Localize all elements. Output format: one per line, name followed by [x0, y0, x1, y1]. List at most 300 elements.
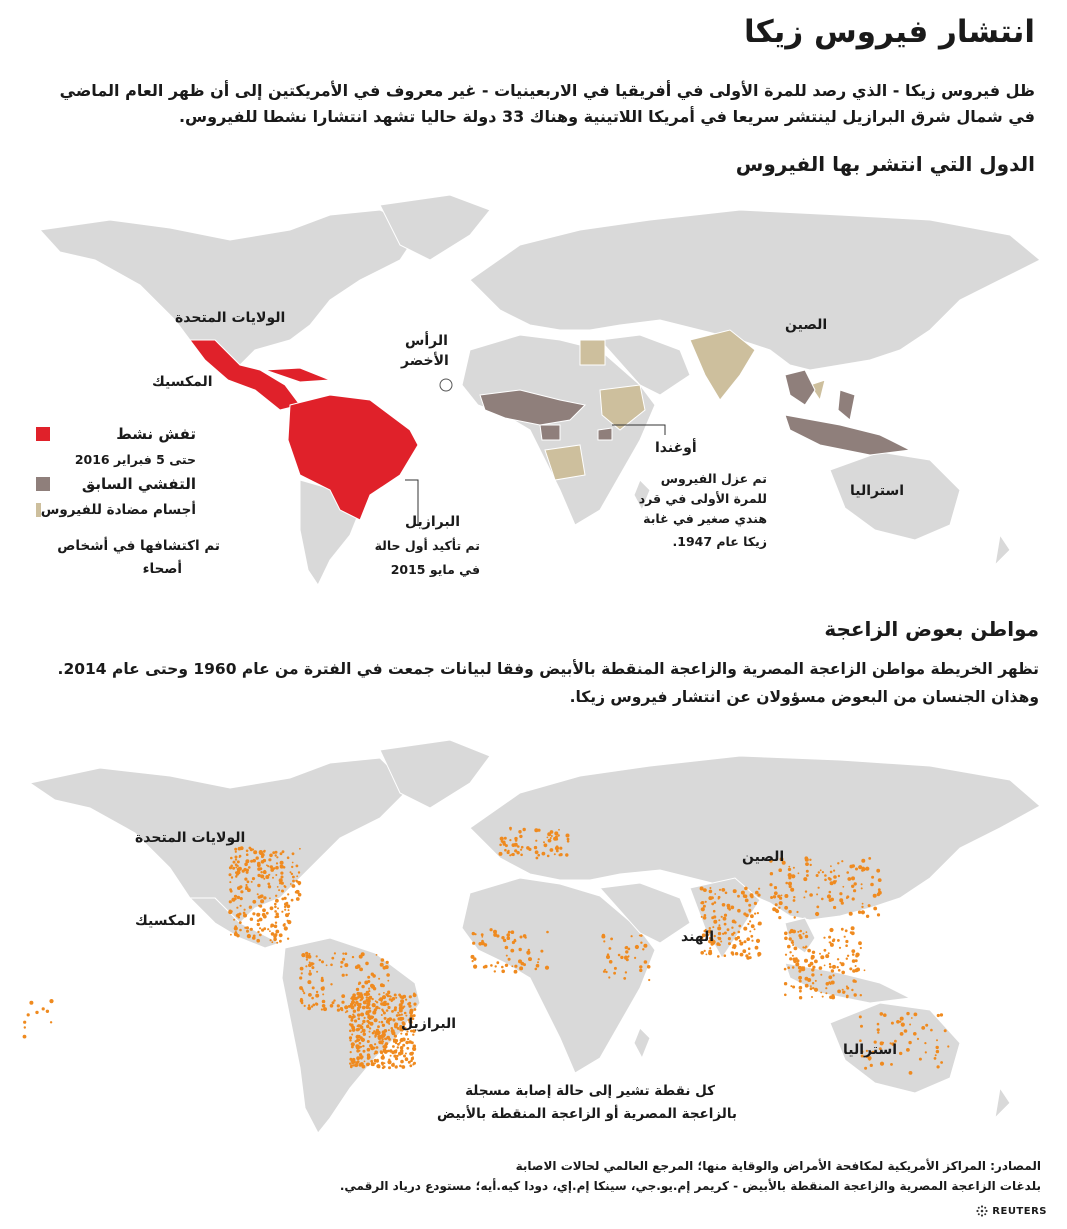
- habitat-dot: [830, 871, 833, 874]
- habitat-dot: [921, 1026, 925, 1030]
- habitat-dot: [371, 1062, 375, 1066]
- habitat-dot: [709, 890, 713, 894]
- habitat-dot: [239, 855, 242, 858]
- habitat-dot: [925, 1024, 928, 1027]
- habitat-dot: [234, 898, 236, 900]
- habitat-dot: [809, 859, 811, 861]
- habitat-dot: [373, 1047, 376, 1050]
- egypt-antibodies: [580, 340, 605, 365]
- habitat-dot: [547, 837, 549, 839]
- habitat-dot: [281, 898, 284, 901]
- habitat-dot: [326, 964, 328, 966]
- habitat-dot: [268, 885, 271, 888]
- habitat-dot: [775, 909, 779, 913]
- habitat-dot: [356, 964, 360, 968]
- habitat-dot: [720, 941, 722, 943]
- habitat-dot: [852, 969, 856, 973]
- habitat-dot: [841, 928, 844, 931]
- habitat-dot: [504, 849, 507, 852]
- habitat-dot: [258, 896, 261, 899]
- habitat-dot: [288, 909, 290, 911]
- habitat-dot: [627, 948, 630, 951]
- habitat-dot: [947, 1045, 949, 1047]
- habitat-dot: [940, 1061, 943, 1064]
- habitat-dot: [750, 914, 754, 918]
- habitat-dot: [712, 926, 714, 928]
- habitat-dot: [496, 934, 499, 937]
- habitat-dot: [260, 899, 264, 903]
- habitat-dot: [344, 1005, 348, 1009]
- habitat-dot: [828, 936, 831, 939]
- habitat-dot: [472, 942, 475, 945]
- habitat-dot: [374, 1043, 376, 1045]
- habitat-dot: [394, 994, 397, 997]
- habitat-dot: [279, 878, 283, 882]
- habitat-dot: [839, 898, 843, 902]
- habitat-dot: [341, 1009, 344, 1012]
- habitat-dot: [42, 1007, 45, 1010]
- habitat-dot: [718, 919, 720, 921]
- habitat-dot: [403, 1066, 405, 1068]
- habitat-dot: [351, 1034, 353, 1036]
- habitat-dot: [361, 952, 365, 956]
- habitat-dot: [862, 867, 866, 871]
- habitat-dot: [861, 910, 865, 914]
- legend-past-label: التفشي السابق: [81, 475, 196, 493]
- habitat-dot: [383, 1066, 386, 1069]
- habitat-dot: [550, 830, 554, 834]
- habitat-dot: [411, 1041, 414, 1044]
- reuters-logo: [976, 1205, 1047, 1217]
- habitat-dot: [281, 911, 283, 913]
- map2-title: مواطن بعوض الزاعجة: [824, 617, 1039, 641]
- habitat-dot: [554, 831, 558, 835]
- habitat-dot: [545, 966, 549, 970]
- habitat-dot: [878, 888, 881, 891]
- habitat-dot: [608, 976, 610, 978]
- habitat-dot: [360, 1026, 364, 1030]
- habitat-dot: [275, 866, 279, 870]
- habitat-dot: [793, 899, 796, 902]
- habitat-dot: [838, 969, 841, 972]
- habitat-dot: [311, 997, 314, 1000]
- habitat-dot: [507, 936, 511, 940]
- habitat-dot: [775, 903, 778, 906]
- habitat-dot: [722, 903, 726, 907]
- habitat-dot: [271, 932, 275, 936]
- habitat-dot: [322, 986, 325, 989]
- habitat-dot: [537, 854, 540, 857]
- habitat-dot: [751, 924, 755, 928]
- habitat-dot: [342, 974, 345, 977]
- habitat-dot: [388, 1029, 390, 1031]
- cape-verde-marker: [440, 379, 452, 391]
- habitat-dot: [842, 991, 845, 994]
- habitat-dot: [810, 987, 813, 990]
- habitat-dot: [256, 856, 259, 859]
- habitat-dot: [364, 1061, 366, 1063]
- habitat-dot: [331, 957, 334, 960]
- habitat-dot: [505, 946, 509, 950]
- habitat-dot: [250, 928, 253, 931]
- habitat-dot: [700, 887, 704, 891]
- habitat-dot: [790, 888, 794, 892]
- habitat-dot: [745, 914, 749, 918]
- habitat-dot: [276, 856, 278, 858]
- habitat-dot: [790, 929, 794, 933]
- habitat-dot: [514, 837, 517, 840]
- habitat-dot: [237, 886, 241, 890]
- habitat-dot: [287, 920, 291, 924]
- habitat-dot: [287, 893, 289, 895]
- habitat-dot: [861, 883, 863, 885]
- habitat-dot: [550, 848, 554, 852]
- habitat-dot: [908, 1041, 911, 1044]
- habitat-dot: [503, 842, 506, 845]
- habitat-dot: [876, 869, 880, 873]
- habitat-dot: [401, 996, 404, 999]
- habitat-dot: [864, 1067, 867, 1070]
- habitat-dot: [352, 1029, 355, 1032]
- habitat-dot: [537, 961, 539, 963]
- habitat-dot: [842, 886, 844, 888]
- habitat-dot: [940, 1013, 943, 1016]
- habitat-dot: [235, 851, 237, 853]
- habitat-dot: [878, 878, 882, 882]
- habitat-dot: [259, 918, 263, 922]
- habitat-dot: [936, 1046, 939, 1049]
- habitat-dot: [299, 986, 303, 990]
- habitat-dot: [353, 1064, 355, 1066]
- habitat-dot: [271, 941, 273, 943]
- habitat-dot: [810, 962, 814, 966]
- habitat-dot: [406, 1047, 409, 1050]
- habitat-dot: [367, 1048, 371, 1052]
- habitat-dot: [508, 958, 511, 961]
- habitat-dot: [937, 1065, 940, 1068]
- habitat-dot: [855, 868, 858, 871]
- habitat-dot: [877, 1031, 879, 1033]
- habitat-dot: [526, 951, 530, 955]
- habitat-dot: [832, 974, 834, 976]
- habitat-dot: [861, 859, 865, 863]
- habitat-dot: [382, 1045, 385, 1048]
- habitat-dot: [367, 1024, 369, 1026]
- habitat-dot: [824, 879, 827, 882]
- habitat-dot: [387, 1006, 390, 1009]
- habitat-dot: [288, 913, 290, 915]
- habitat-dot: [398, 994, 401, 997]
- page-title: انتشار فيروس زيكا: [744, 14, 1035, 50]
- habitat-dot: [785, 882, 788, 885]
- habitat-dot: [316, 971, 318, 973]
- habitat-dot: [283, 924, 286, 927]
- habitat-dot: [793, 960, 796, 963]
- habitat-dot: [523, 934, 527, 938]
- habitat-dot: [899, 1052, 902, 1055]
- habitat-dot: [830, 943, 834, 947]
- habitat-dot: [381, 1021, 384, 1024]
- habitat-dot: [281, 876, 284, 879]
- habitat-dot: [308, 1004, 310, 1006]
- habitat-dot: [494, 970, 496, 972]
- habitat-dot: [505, 964, 508, 967]
- habitat-dot: [350, 1051, 352, 1053]
- habitat-dot: [721, 888, 725, 892]
- habitat-dot: [379, 1007, 381, 1009]
- habitat-dot: [821, 898, 824, 901]
- habitat-dot: [495, 965, 497, 967]
- habitat-dot: [357, 1013, 360, 1016]
- habitat-dot: [904, 1029, 908, 1033]
- habitat-dot: [634, 957, 636, 959]
- habitat-dot: [891, 1022, 894, 1025]
- habitat-dot: [507, 850, 509, 852]
- habitat-dot: [249, 847, 252, 850]
- habitat-dot: [609, 947, 612, 950]
- habitat-dot: [816, 874, 819, 877]
- habitat-dot: [364, 1017, 366, 1019]
- habitat-dot: [496, 961, 499, 964]
- habitat-dot: [535, 840, 537, 842]
- habitat-dot: [386, 973, 390, 977]
- habitat-dot: [274, 925, 278, 929]
- habitat-dot: [386, 961, 389, 964]
- habitat-dot: [758, 922, 762, 926]
- habitat-dot: [787, 945, 791, 949]
- habitat-dot: [345, 952, 348, 955]
- habitat-dot: [838, 875, 840, 877]
- habitat-dot: [236, 874, 238, 876]
- habitat-dot: [266, 864, 268, 866]
- habitat-dot: [278, 889, 280, 891]
- habitat-dot: [280, 861, 284, 865]
- habitat-dot: [820, 992, 822, 994]
- habitat-dot: [386, 1020, 390, 1024]
- habitat-dot: [263, 914, 265, 916]
- habitat-dot: [526, 846, 530, 850]
- habitat-dot: [719, 889, 721, 891]
- legend-past-swatch: [36, 477, 50, 491]
- sources-line-1: المصادر: المراكز الأمريكية لمكافحة الأمراض والوقاية منها؛ المرجع العالمي لحالات الاصابة: [515, 1159, 1041, 1173]
- habitat-dot: [551, 835, 553, 837]
- habitat-dot: [851, 926, 855, 930]
- habitat-dot: [261, 855, 264, 858]
- habitat-dot: [754, 902, 757, 905]
- habitat-dot: [372, 1032, 375, 1035]
- habitat-dot: [745, 954, 748, 957]
- habitat-dot: [799, 986, 803, 990]
- habitat-dot: [911, 1017, 913, 1019]
- habitat-dot: [319, 959, 321, 961]
- habitat-dot: [374, 1059, 377, 1062]
- habitat-dot: [274, 906, 277, 909]
- habitat-dot: [789, 957, 792, 960]
- habitat-dot: [737, 909, 741, 913]
- habitat-dot: [832, 939, 835, 942]
- habitat-dot: [509, 839, 511, 841]
- habitat-dot: [625, 971, 627, 973]
- map2-desc-1: تظهر الخريطة مواطن الزاعجة المصرية والزاعجة المنقطة بالأبيض وفقا لبيانات جمعت في الفترة من عام 1960 وحتى عام 2014.: [57, 660, 1039, 678]
- habitat-dot: [369, 1036, 371, 1038]
- habitat-dot: [391, 1031, 395, 1035]
- habitat-dot: [620, 956, 623, 959]
- habitat-dot: [359, 1053, 362, 1056]
- indonesia-past: [785, 415, 910, 455]
- habitat-dot: [245, 863, 248, 866]
- habitat-dot: [306, 959, 308, 961]
- habitat-dot: [919, 1058, 922, 1061]
- habitat-dot: [239, 929, 242, 932]
- habitat-dot: [648, 979, 650, 981]
- habitat-dot: [412, 1034, 414, 1036]
- habitat-dot: [359, 1042, 362, 1045]
- habitat-dot: [301, 972, 303, 974]
- habitat-dot: [382, 1049, 385, 1052]
- habitat-dot: [877, 1023, 880, 1026]
- habitat-dot: [292, 884, 296, 888]
- habitat-dot: [290, 871, 292, 873]
- habitat-dot: [354, 1019, 357, 1022]
- habitat-dot: [851, 931, 855, 935]
- habitat-dot: [257, 931, 259, 933]
- habitat-dot: [639, 965, 642, 968]
- habitat-dot: [356, 1061, 359, 1064]
- habitat-dot: [490, 928, 493, 931]
- habitat-dot: [501, 970, 505, 974]
- habitat-dot: [414, 1008, 417, 1011]
- habitat-dot: [383, 966, 387, 970]
- habitat-dot: [366, 1063, 370, 1067]
- habitat-dot: [373, 987, 376, 990]
- habitat-dot: [472, 932, 475, 935]
- habitat-dot: [50, 1021, 52, 1023]
- habitat-dot: [548, 839, 552, 843]
- habitat-dot: [265, 875, 269, 879]
- habitat-dot: [273, 938, 277, 942]
- habitat-dot: [746, 937, 750, 941]
- habitat-dot: [639, 935, 641, 937]
- habitat-dot: [251, 881, 253, 883]
- habitat-dot: [925, 1051, 927, 1053]
- habitat-dot: [350, 1064, 353, 1067]
- habitat-dot: [866, 915, 869, 918]
- habitat-dot: [395, 1057, 398, 1060]
- habitat-dot: [756, 939, 760, 943]
- habitat-dot: [855, 954, 858, 957]
- habitat-dot: [400, 1046, 404, 1050]
- habitat-dot: [311, 966, 314, 969]
- habitat-dot: [322, 1000, 326, 1004]
- habitat-dot: [837, 940, 839, 942]
- habitat-dot: [272, 851, 275, 854]
- habitat-dot: [35, 1011, 38, 1014]
- habitat-dot: [829, 966, 832, 969]
- habitat-dot: [799, 980, 802, 983]
- habitat-dot: [350, 1004, 353, 1007]
- habitat-dot: [387, 980, 389, 982]
- habitat-dot: [238, 867, 242, 871]
- habitat-dot: [363, 1050, 366, 1053]
- habitat-dot: [257, 923, 260, 926]
- habitat-dot: [837, 862, 839, 864]
- habitat-dot: [277, 907, 279, 909]
- habitat-dot: [741, 891, 745, 895]
- habitat-dot: [605, 971, 607, 973]
- habitat-dot: [246, 853, 249, 856]
- habitat-dot: [322, 1004, 326, 1008]
- habitat-dot: [519, 948, 522, 951]
- habitat-dot: [644, 960, 648, 964]
- habitat-dot: [405, 1033, 408, 1036]
- habitat-dot: [273, 867, 276, 870]
- habitat-dot: [860, 1025, 863, 1028]
- habitat-dot: [229, 873, 232, 876]
- habitat-dot: [358, 1028, 361, 1031]
- habitat-dot: [860, 947, 862, 949]
- habitat-dot: [259, 927, 261, 929]
- habitat-dot: [806, 870, 809, 873]
- habitat-dot: [778, 868, 782, 872]
- habitat-dot: [703, 905, 706, 908]
- habitat-dot: [501, 840, 503, 842]
- habitat-dot: [770, 896, 773, 899]
- habitat-dot: [330, 983, 332, 985]
- habitat-dot: [713, 920, 717, 924]
- habitat-dot: [820, 869, 822, 871]
- habitat-dot: [862, 903, 864, 905]
- habitat-dot: [237, 896, 240, 899]
- habitat-dot: [405, 1053, 407, 1055]
- habitat-dot: [805, 890, 807, 892]
- habitat-dot: [844, 936, 846, 938]
- habitat-dot: [858, 941, 862, 945]
- habitat-dot: [393, 1040, 396, 1043]
- habitat-dot: [799, 990, 802, 993]
- habitat-dot: [797, 931, 799, 933]
- habitat-dot: [709, 887, 711, 889]
- habitat-dot: [805, 935, 808, 938]
- habitat-dot: [243, 912, 246, 915]
- habitat-dot: [930, 1029, 933, 1032]
- habitat-dot: [481, 933, 484, 936]
- habitat-dot: [253, 850, 257, 854]
- habitat-dot: [246, 850, 249, 853]
- brazil-note-2: في مايو 2015: [390, 562, 480, 577]
- habitat-dot: [703, 916, 707, 920]
- habitat-dot: [614, 967, 617, 970]
- habitat-dot: [815, 980, 817, 982]
- label-usa: الولايات المتحدة: [175, 310, 286, 326]
- habitat-dot: [340, 966, 342, 968]
- habitat-dot: [700, 951, 704, 955]
- habitat-dot: [528, 957, 532, 961]
- habitat-dot: [296, 865, 299, 868]
- habitat-dot: [396, 1055, 398, 1057]
- habitat-dot: [262, 908, 266, 912]
- habitat-dot: [513, 939, 516, 942]
- habitat-dot: [284, 902, 288, 906]
- habitat-dot: [830, 865, 832, 867]
- habitat-dot: [618, 954, 621, 957]
- habitat-dot: [411, 1054, 413, 1056]
- habitat-dot: [751, 940, 753, 942]
- habitat-dot: [305, 965, 307, 967]
- legend-antibodies-2: تم اكتشافها في أشخاص: [57, 538, 220, 554]
- habitat-dot: [812, 966, 815, 969]
- habitat-dot: [737, 895, 740, 898]
- habitat-dot: [841, 860, 843, 862]
